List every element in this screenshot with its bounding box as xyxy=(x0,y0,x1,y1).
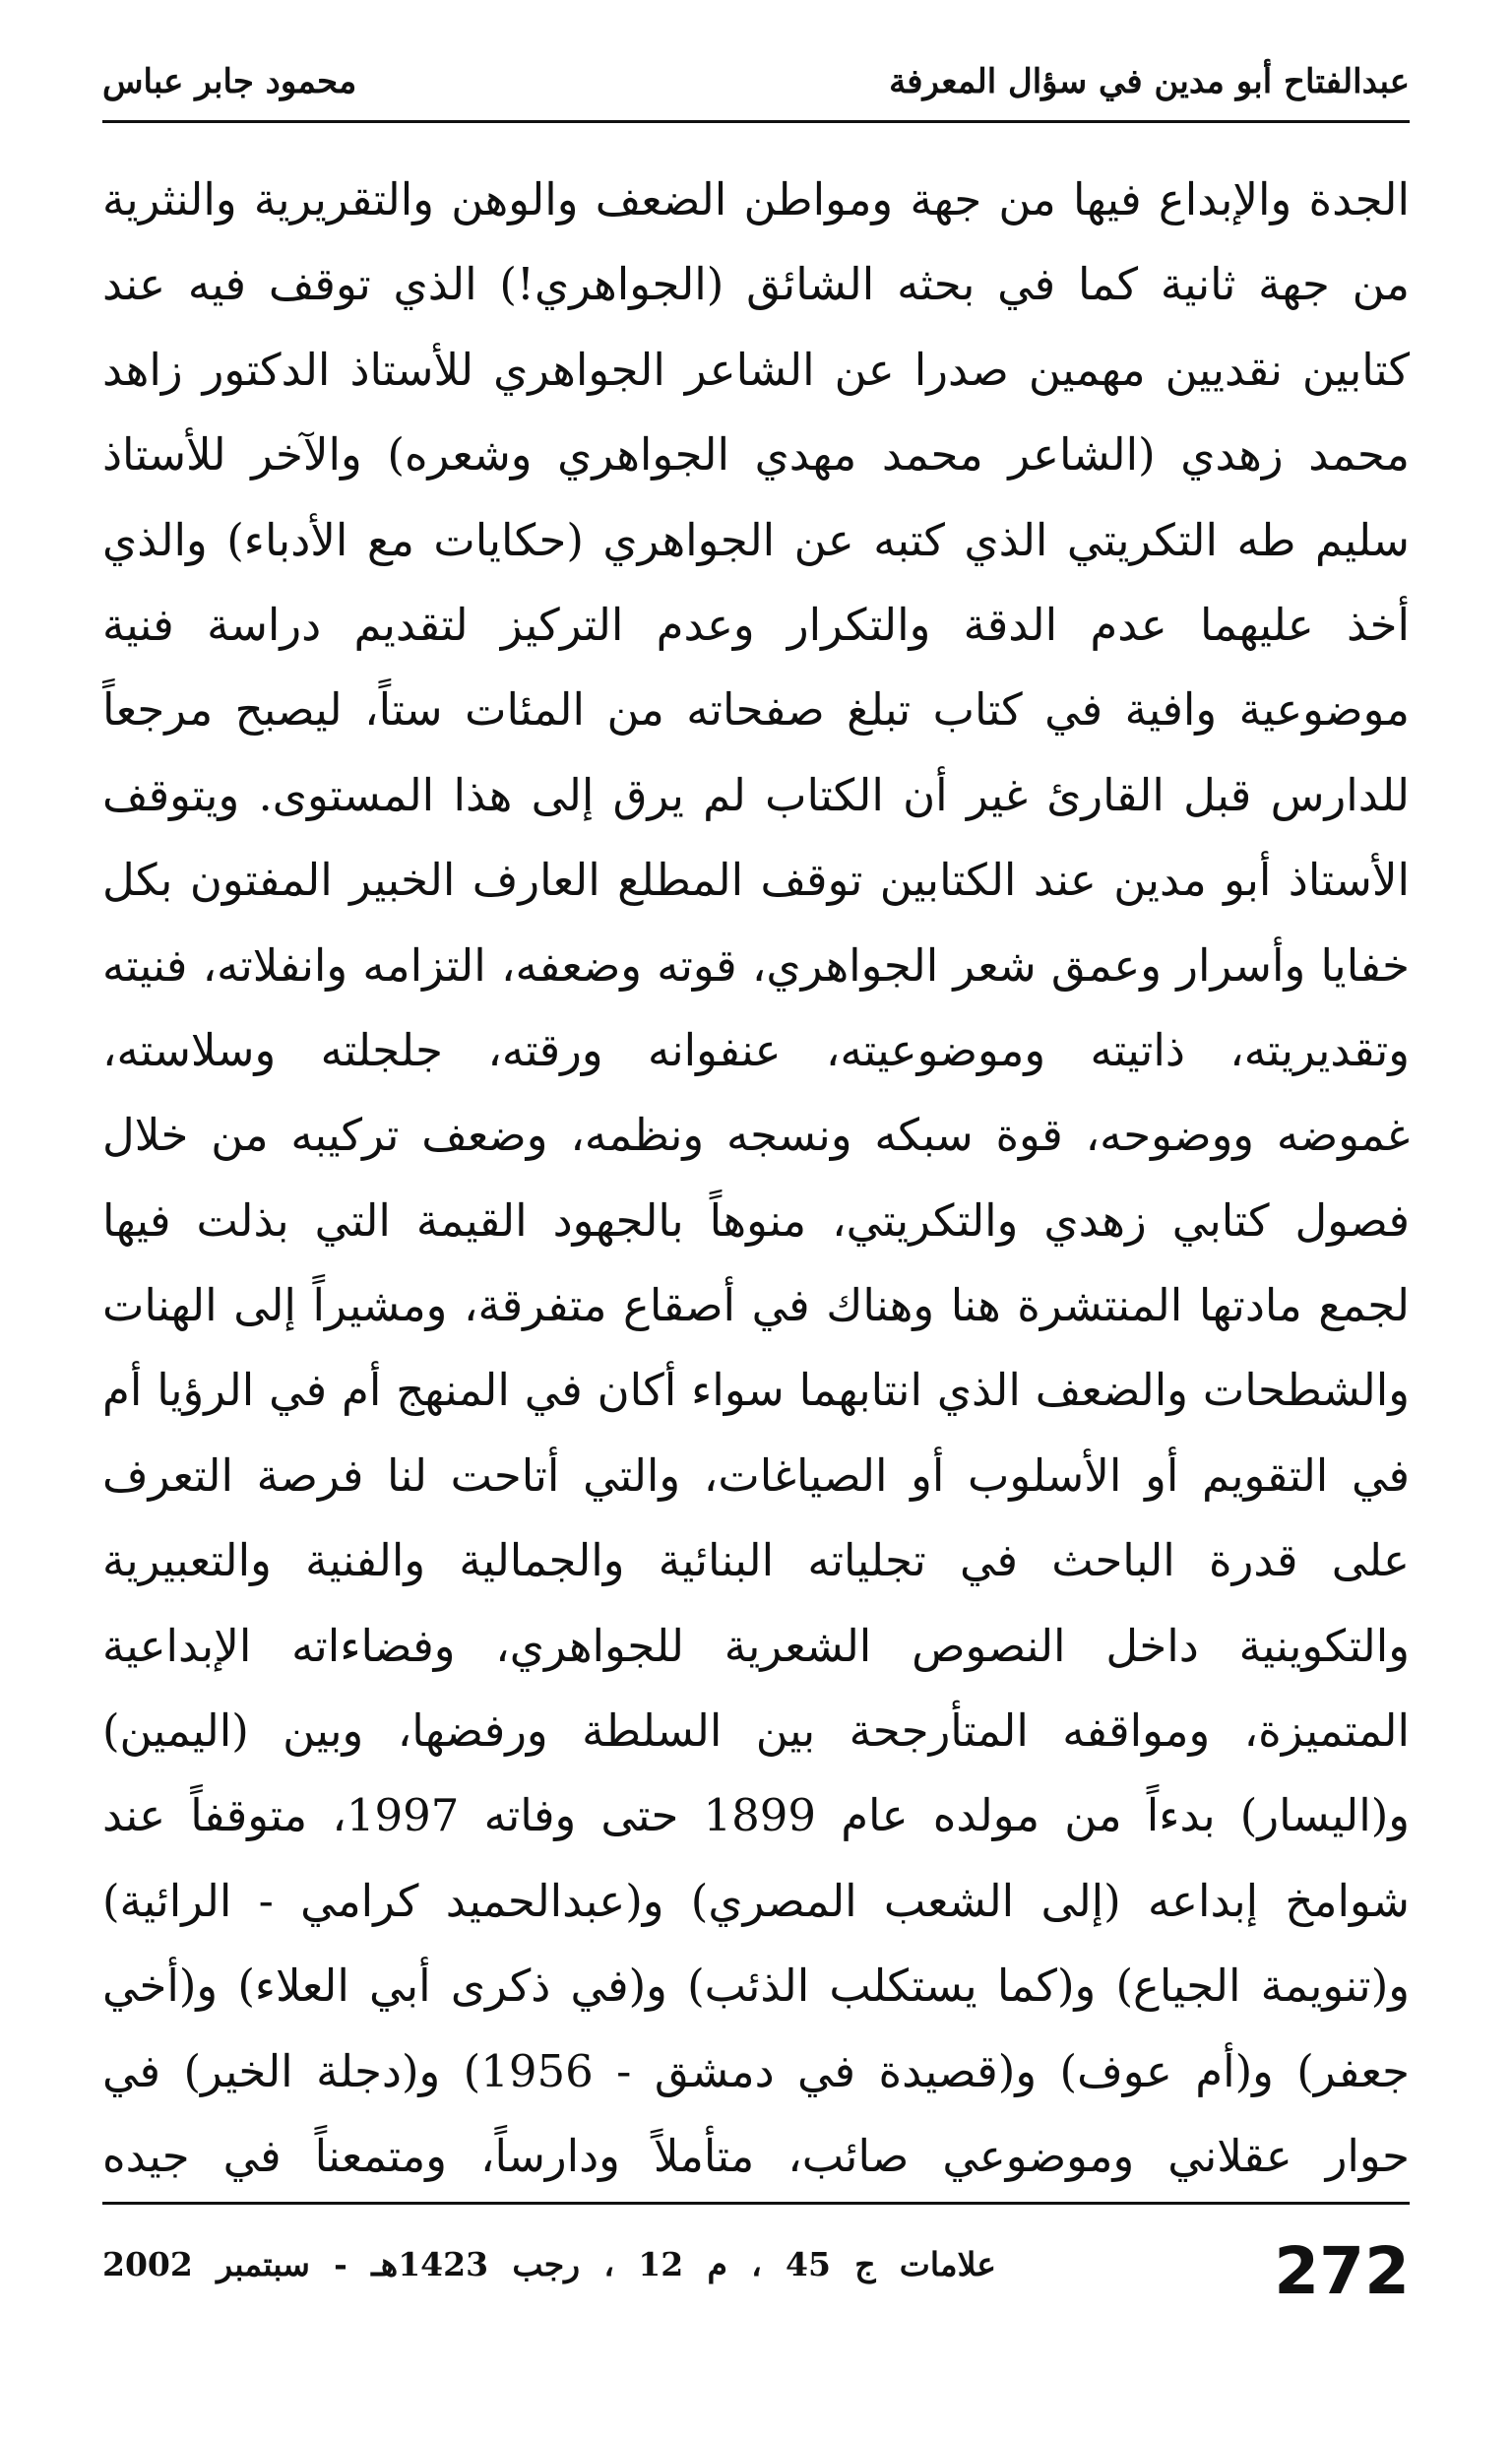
text-line: الأستاذ أبو مدين عند الكتابين توقف المطلع العارف الخبير المفتون بكل xyxy=(102,854,1410,907)
running-footer xyxy=(102,2227,1410,2316)
text-line: في التقويم أو الأسلوب أو الصياغات، والتي أتاحت لنا فرصة التعرف xyxy=(102,1448,1410,1502)
text-line: والشطحات والضعف الذي انتابهما سواء أكان في المنهج أم في الرؤيا أم xyxy=(102,1364,1410,1417)
text-line: فصول كتابي زهدي والتكريتي، منوهاً بالجهود القيمة التي بذلت فيها xyxy=(102,1193,1410,1247)
text-line: الجدة والإبداع فيها من جهة ومواطن الضعف والوهن والتقريرية والنثرية xyxy=(102,173,1410,225)
footer-divider xyxy=(102,2202,1410,2205)
text-line: جعفر) و(أم عوف) و(قصيدة في دمشق - 1956) و(دجلة الخير) في xyxy=(102,2044,1410,2097)
text-line: وتقديريته، ذاتيته وموضوعيته، عنفوانه ورقته، جلجلته وسلاسته، xyxy=(102,1023,1410,1076)
text-line: غموضه ووضوحه، قوة سبكه ونسجه ونظمه، وضعف تركيبه من خلال xyxy=(102,1109,1410,1162)
journal-issue-info: علامات ج 45 ، م 12 ، رجب 1423هـ - سبتمبر 2002 xyxy=(102,2245,996,2283)
text-line: حوار عقلاني وموضوعي صائب، متأملاً ودارساً، ومتمعناً في جيده xyxy=(102,2129,1410,2182)
text-line: أخذ عليهما عدم الدقة والتكرار وعدم التركيز لتقديم دراسة فنية xyxy=(102,598,1410,651)
body-text xyxy=(102,158,1410,2199)
text-line: للدارس قبل القارئ غير أن الكتاب لم يرق إلى هذا المستوى. ويتوقف xyxy=(102,768,1410,821)
text-line: والتكوينية داخل النصوص الشعرية للجواهري، وفضاءاته الإبداعية xyxy=(102,1619,1410,1672)
running-header xyxy=(102,47,1410,116)
text-line: و(تنويمة الجياع) و(كما يستكلب الذئب) و(في ذكرى أبي العلاء) و(أخي xyxy=(102,1960,1410,2013)
text-line: موضوعية وافية في كتاب تبلغ صفحاته من المئات ستاً، ليصبح مرجعاً xyxy=(102,683,1410,737)
text-line: خفايا وأسرار وعمق شعر الجواهري، قوته وضعفه، التزامه وانفلاته، فنيته xyxy=(102,938,1410,992)
text-line: على قدرة الباحث في تجلياته البنائية والجمالية والفنية والتعبيرية xyxy=(102,1534,1410,1587)
text-line: المتميزة، ومواقفه المتأرجحة بين السلطة ورفضها، وبين (اليمين) xyxy=(102,1704,1410,1758)
text-line: و(اليسار) بدءاً من مولده عام 1899 حتى وفاته 1997، متوقفاً عند xyxy=(102,1789,1410,1842)
text-line: من جهة ثانية كما في بحثه الشائق (الجواهري!) الذي توقف فيه عند xyxy=(102,258,1410,311)
text-line: شوامخ إبداعه (إلى الشعب المصري) و(عبدالحميد كرامي - الرائية) xyxy=(102,1874,1410,1927)
text-line: سليم طه التكريتي الذي كتبه عن الجواهري (حكايات مع الأدباء) والذي xyxy=(102,513,1410,566)
text-line: لجمع مادتها المنتشرة هنا وهناك في أصقاع متفرقة، ومشيراً إلى الهنات xyxy=(102,1279,1410,1332)
page-number: 272 xyxy=(1274,2233,1410,2309)
header-book-title: عبدالفتاح أبو مدين في سؤال المعرفة xyxy=(889,62,1410,101)
text-line: كتابين نقديين مهمين صدرا عن الشاعر الجواهري للأستاذ الدكتور زاهد xyxy=(102,343,1410,396)
header-author-name: محمود جابر عباس xyxy=(102,62,357,101)
text-line: محمد زهدي (الشاعر محمد مهدي الجواهري وشعره) والآخر للأستاذ xyxy=(102,428,1410,482)
header-divider xyxy=(102,120,1410,123)
